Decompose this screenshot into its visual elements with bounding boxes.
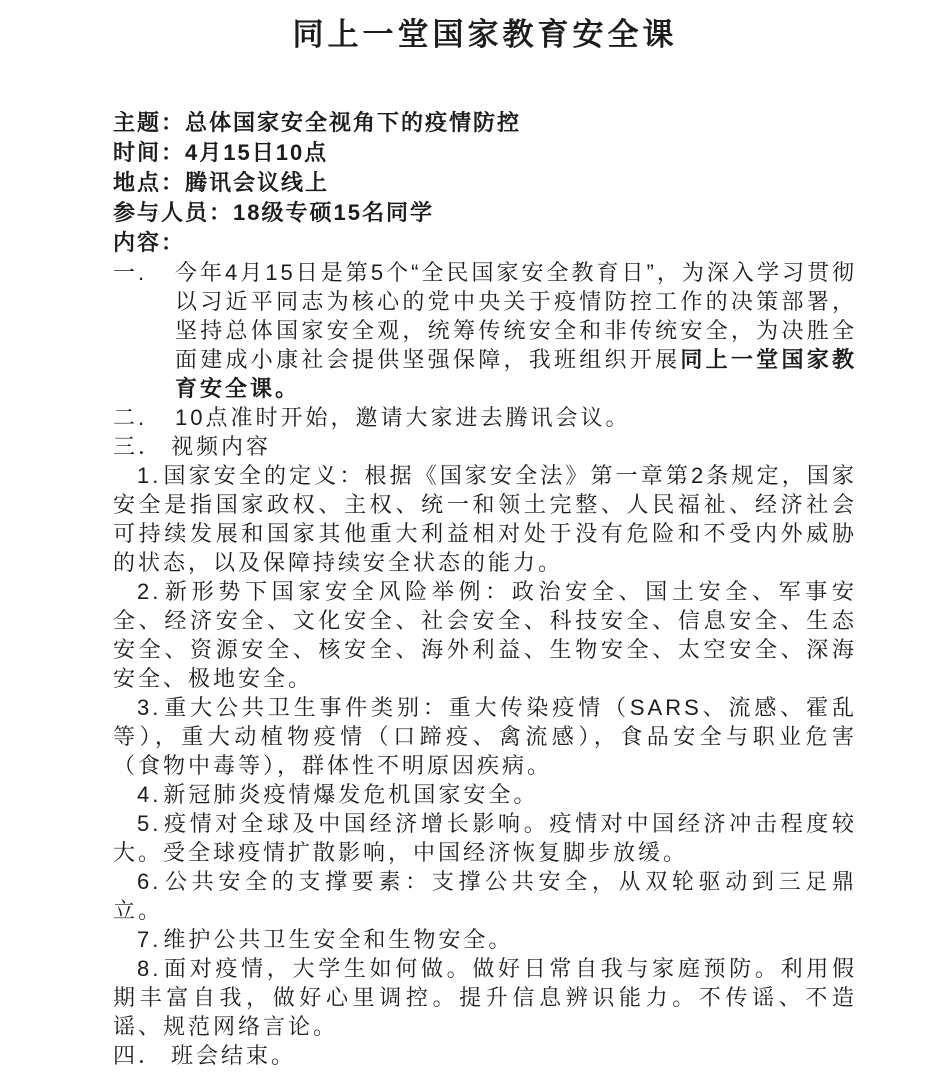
video-item-2-text: 新形势下国家安全风险举例：政治安全、国土安全、军事安全、经济安全、文化安全、社会安全、科技安全、信息安全、生态安全、资源安全、核安全、海外利益、生物安全、太空安全、深海安全、极地安全。	[113, 579, 857, 691]
section-two-text: 10点准时开始，邀请大家进去腾讯会议。	[175, 405, 631, 430]
section-three-marker: 三．	[113, 434, 164, 459]
video-item-6-num: 6.	[137, 869, 162, 894]
video-item-7	[113, 925, 857, 954]
video-item-6	[113, 867, 857, 925]
section-four-closing	[113, 1041, 857, 1070]
meta-line-location: 地点：腾讯会议线上	[113, 170, 330, 195]
meta-line-subject: 主题：总体国家安全视角下的疫情防控	[113, 110, 522, 135]
section-two-marker: 二.	[113, 405, 148, 430]
video-item-4-num: 4.	[137, 782, 162, 807]
video-item-3-text: 重大公共卫生事件类别：重大传染疫情（SARS、流感、霍乱等），重大动植物疫情（口蹄疫、禽流感），食品安全与职业危害（食物中毒等），群体性不明原因疾病。	[113, 695, 857, 778]
document-title: 同上一堂国家教育安全课	[292, 17, 678, 52]
video-item-8-num: 8.	[137, 956, 162, 981]
video-item-1	[113, 461, 857, 577]
video-item-4-text: 新冠肺炎疫情爆发危机国家安全。	[163, 782, 539, 807]
section-one-text	[175, 258, 857, 403]
meta-block	[113, 108, 857, 258]
video-item-8-text: 面对疫情，大学生如何做。做好日常自我与家庭预防。利用假期丰富自我，做好心里调控。提升信息辨识能力。不传谣、不造谣、规范网络言论。	[113, 956, 857, 1039]
video-item-5-text: 疫情对全球及中国经济增长影响。疫情对中国经济冲击程度较大。受全球疫情扩散影响，中国经济恢复脚步放缓。	[113, 811, 857, 865]
video-item-3-num: 3.	[137, 695, 162, 720]
section-one	[113, 258, 857, 403]
meta-line-content-label: 内容：	[113, 230, 186, 255]
video-item-2-num: 2.	[137, 579, 162, 604]
document-body	[113, 258, 857, 1070]
video-item-3	[113, 693, 857, 780]
video-item-7-num: 7.	[137, 927, 162, 952]
meta-line-time: 时间：4月15日10点	[113, 140, 329, 165]
section-one-marker: 一.	[113, 260, 148, 285]
section-three	[113, 432, 857, 461]
video-item-1-num: 1.	[137, 463, 162, 488]
video-item-8	[113, 954, 857, 1041]
video-item-4	[113, 780, 857, 809]
video-item-7-text: 维护公共卫生安全和生物安全。	[163, 927, 514, 952]
meta-line-participants: 参与人员：18级专硕15名同学	[113, 200, 434, 225]
section-one-text-regular: 今年4月15日是第5个“全民国家安全教育日”，为深入学习贯彻以习近平同志为核心的党中央关于疫情防控工作的决策部署，坚持总体国家安全观，统筹传统安全和非传统安全，为决胜全面建成小康社会提供坚强保障，我班组织开展	[175, 260, 857, 372]
section-one-text-bold: 同上一堂国家教育安全课。	[175, 347, 857, 401]
video-item-6-text: 公共安全的支撑要素：支撑公共安全，从双轮驱动到三足鼎立。	[113, 869, 857, 923]
video-item-5-num: 5.	[137, 811, 162, 836]
section-three-text: 视频内容	[171, 434, 272, 459]
video-item-2	[113, 577, 857, 693]
section-four-marker: 四．	[113, 1043, 164, 1068]
video-item-1-text: 国家安全的定义：根据《国家安全法》第一章第2条规定，国家安全是指国家政权、主权、统一和领土完整、人民福祉、经济社会可持续发展和国家其他重大利益相对处于没有危险和不受内外威胁的状态，以及保障持续安全状态的能力。	[113, 463, 857, 575]
section-four-text: 班会结束。	[171, 1043, 297, 1068]
section-two	[113, 403, 857, 432]
video-item-5	[113, 809, 857, 867]
